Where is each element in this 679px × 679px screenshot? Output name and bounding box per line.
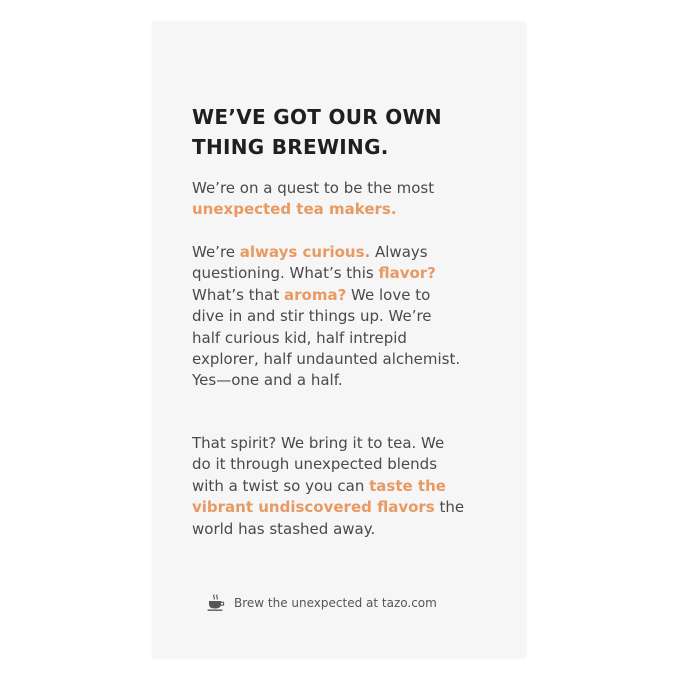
accent-text: always curious. — [239, 243, 371, 261]
curious-line-2 — [192, 263, 512, 284]
intro-paragraph — [192, 178, 512, 221]
curious-line-4: dive in and stir things up. We’re — [192, 307, 432, 326]
intro-line-1: We’re on a quest to be the most — [192, 179, 435, 197]
footer-text: Brew the unexpected at tazo.com — [234, 596, 437, 610]
text-segment: We’re — [192, 243, 240, 261]
text-segment: Always — [370, 243, 428, 261]
text-segment: questioning. What’s this — [192, 264, 379, 283]
headline — [192, 102, 512, 162]
spirit-line-5: world has stashed away. — [192, 519, 376, 538]
spirit-paragraph — [192, 433, 512, 540]
intro-line-2 — [192, 199, 512, 220]
curious-line-3 — [192, 285, 512, 306]
spirit-line-1: That spirit? We bring it to tea. We — [192, 434, 445, 452]
accent-text: vibrant undiscovered flavors — [192, 498, 435, 517]
accent-text: taste the — [369, 476, 446, 495]
curious-line-7: Yes—one and a half. — [192, 371, 343, 390]
headline-line-1: WE’VE GOT OUR OWN — [192, 105, 442, 129]
curious-line-5: half curious kid, half intrepid — [192, 328, 407, 347]
accent-text: flavor? — [378, 264, 436, 283]
text-segment: What’s that — [192, 285, 284, 304]
accent-text: aroma? — [284, 285, 347, 304]
tea-info-card — [152, 22, 526, 658]
text-segment: the — [434, 498, 465, 517]
text-segment: with a twist so you can — [192, 476, 370, 495]
accent-text: unexpected tea makers. — [192, 200, 397, 219]
footer — [206, 593, 437, 613]
spirit-line-3 — [192, 476, 512, 497]
curious-line-1 — [192, 242, 512, 263]
spirit-line-4 — [192, 497, 512, 518]
curious-paragraph — [192, 242, 512, 392]
curious-line-6: explorer, half undaunted alchemist. — [192, 350, 461, 369]
headline-line-2: THING BREWING. — [192, 135, 389, 159]
text-segment: We love to — [346, 285, 431, 304]
spirit-line-2: do it through unexpected blends — [192, 455, 438, 474]
tea-cup-icon — [206, 594, 226, 612]
